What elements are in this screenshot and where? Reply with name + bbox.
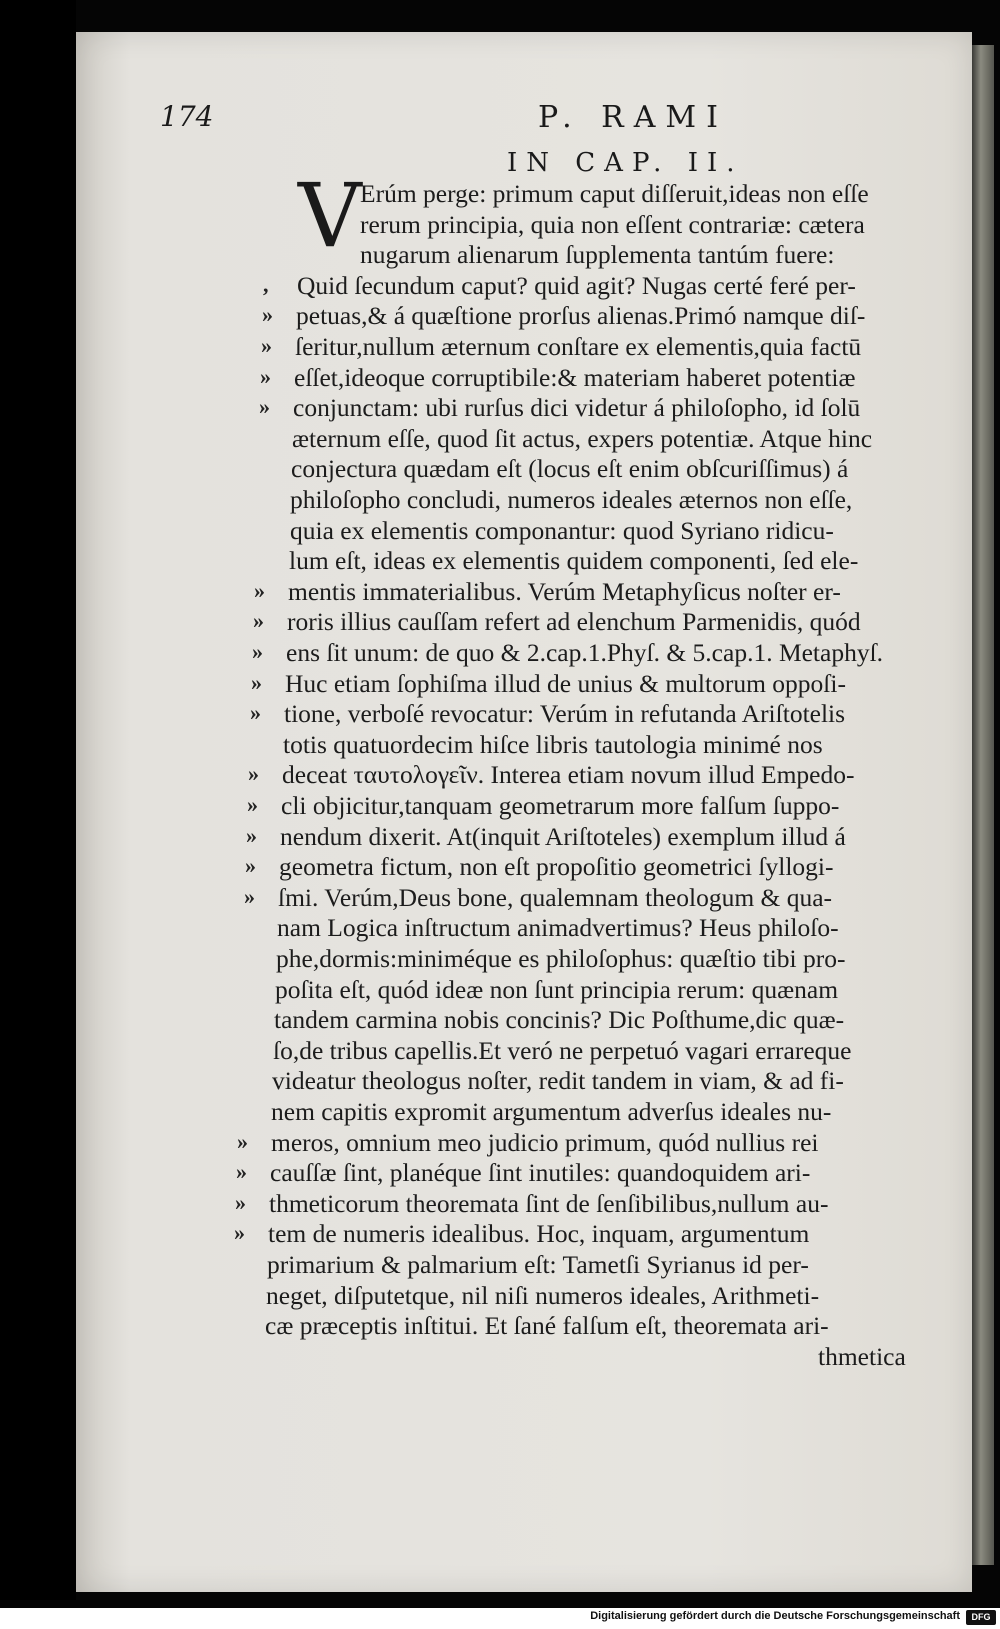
text-line: Quid ſecundum caput? quid agit? Nugas certé feré per- bbox=[297, 270, 856, 300]
margin-quote-mark: » bbox=[235, 1189, 246, 1215]
text-line: eſſet,ideoque corruptibile:& materiam haberet potentiæ bbox=[294, 362, 856, 392]
margin-quote-mark: » bbox=[234, 1220, 245, 1246]
text-line: mentis immaterialibus. Verúm Metaphyſicus noſter er- bbox=[288, 576, 841, 606]
text-line: ſo,de tribus capellis.Et veró ne perpetuó vagari errareque bbox=[273, 1035, 852, 1065]
text-line: roris illius cauſſam refert ad elenchum Parmenidis, quód bbox=[287, 607, 861, 637]
margin-quote-mark: » bbox=[245, 853, 256, 879]
text-line: nugarum alienarum ſupplementa tantúm fuere: bbox=[360, 240, 835, 270]
text-line: primarium & palmarium eſt: Tametſi Syrianus id per- bbox=[267, 1250, 809, 1279]
margin-quote-mark: » bbox=[259, 394, 270, 420]
dfg-logo: DFG bbox=[966, 1610, 996, 1625]
margin-quote-mark: » bbox=[261, 333, 272, 358]
margin-quote-mark: » bbox=[236, 1159, 247, 1185]
margin-quote-mark: » bbox=[237, 1128, 248, 1154]
text-line: cli objicitur,tanquam geometrarum more falſum ſuppo- bbox=[281, 791, 840, 820]
margin-quote-mark: » bbox=[247, 792, 258, 817]
text-line: nam Logica inſtructum animadvertimus? Heus philoſo- bbox=[277, 913, 839, 943]
text-line: ſeritur,nullum æternum conſtare ex elementis,quia factū bbox=[295, 332, 862, 361]
text-line: tem de numeris idealibus. Hoc, inquam, argumentum bbox=[268, 1219, 810, 1249]
text-line: neget, diſputetque, nil niſi numeros ideales, Arithmeti- bbox=[266, 1280, 820, 1310]
margin-quote-mark: » bbox=[244, 883, 255, 909]
drop-cap: V bbox=[298, 164, 362, 267]
running-head: P. RAMI bbox=[538, 100, 728, 135]
text-line: ſmi. Verúm,Deus bone, qualemnam theologum & qua- bbox=[278, 882, 833, 912]
next-page-edge bbox=[972, 45, 994, 1565]
text-line: nem capitis expromit argumentum adverſus ideales nu- bbox=[271, 1097, 832, 1126]
text-line: ens ſit unum: de quo & 2.cap.1.Phyſ. & 5.cap.1. Metaphyſ. bbox=[286, 638, 884, 667]
text-line: cæ præceptis inſtitui. Et ſané falſum eſt, theoremata ari- bbox=[265, 1311, 829, 1341]
margin-quote-mark: » bbox=[262, 302, 273, 328]
margin-quote-mark: » bbox=[251, 669, 262, 695]
footer-credit: Digitalisierung gefördert durch die Deutsche Forschungsgemeinschaft bbox=[590, 1610, 960, 1622]
scan-background-left bbox=[0, 0, 76, 1600]
text-line: geometra fictum, non eſt propoſitio geometrici ſyllogi- bbox=[279, 852, 834, 882]
text-line: thmeticorum theoremata ſint de ſenſibilibus,nullum au- bbox=[269, 1188, 829, 1218]
text-line: æternum eſſe, quod ſit actus, expers potentiæ. Atque hinc bbox=[292, 423, 873, 453]
text-line: cauſſæ ſint, planéque ſint inutiles: quandoquidem ari- bbox=[270, 1158, 811, 1188]
text-line: tione, verboſé revocatur: Verúm in refutanda Ariſtotelis bbox=[284, 699, 846, 729]
text-line: phe,dormis:miniméque es philoſophus: quæſtio tibi pro- bbox=[276, 944, 846, 973]
text-line: nendum dixerit. At(inquit Ariſtoteles) exemplum illud á bbox=[280, 821, 846, 851]
text-line: quia ex elementis componantur: quod Syriano ridicu- bbox=[290, 515, 834, 545]
text-line: Erúm perge: primum caput diſſeruit,ideas non eſſe bbox=[360, 179, 869, 208]
margin-quote-mark: » bbox=[260, 363, 271, 389]
text-line: rerum principia, quia non eſſent contrariæ: cætera bbox=[360, 209, 865, 239]
text-line: conjunctam: ubi rurſus dici videtur á philoſopho, id ſolū bbox=[293, 393, 861, 423]
text-line: petuas,& á quæſtione prorſus alienas.Primó namque diſ- bbox=[296, 301, 866, 331]
margin-quote-mark: » bbox=[254, 577, 265, 603]
margin-quote-mark: » bbox=[252, 639, 263, 664]
text-line: Huc etiam ſophiſma illud de unius & multorum oppoſi- bbox=[285, 668, 846, 698]
text-line: videatur theologus noſter, redit tandem in viam, & ad fi- bbox=[272, 1066, 844, 1096]
text-line: thmetica bbox=[818, 1341, 906, 1371]
margin-quote-mark: » bbox=[248, 761, 259, 787]
footer-strip bbox=[0, 1608, 1000, 1629]
text-line: conjectura quædam eſt (locus eſt enim obſcuriſſimus) á bbox=[291, 454, 849, 484]
page-number: 174 bbox=[160, 100, 214, 133]
margin-quote-mark: » bbox=[250, 700, 261, 726]
margin-quote-mark: » bbox=[253, 608, 264, 634]
page-header bbox=[160, 100, 940, 144]
text-line: deceat ταυτολογεῖν. Interea etiam novum illud Empedo- bbox=[282, 760, 855, 790]
text-line: lum eſt, ideas ex elementis quidem componenti, ſed ele- bbox=[289, 546, 859, 576]
margin-quote-mark: , bbox=[263, 271, 269, 297]
chapter-heading: IN CAP. II. bbox=[507, 148, 744, 178]
text-line: philoſopho concludi, numeros ideales æternos non eſſe, bbox=[290, 485, 853, 514]
text-line: meros, omnium meo judicio primum, quód nullius rei bbox=[271, 1127, 819, 1157]
text-line: poſita eſt, quód ideæ non ſunt principia rerum: quænam bbox=[275, 974, 839, 1004]
margin-quote-mark: » bbox=[246, 822, 257, 848]
text-line: tandem carmina nobis concinis? Dic Poſthume,dic quæ- bbox=[274, 1005, 845, 1035]
text-line: totis quatuordecim hiſce libris tautologia minimé nos bbox=[283, 729, 823, 759]
